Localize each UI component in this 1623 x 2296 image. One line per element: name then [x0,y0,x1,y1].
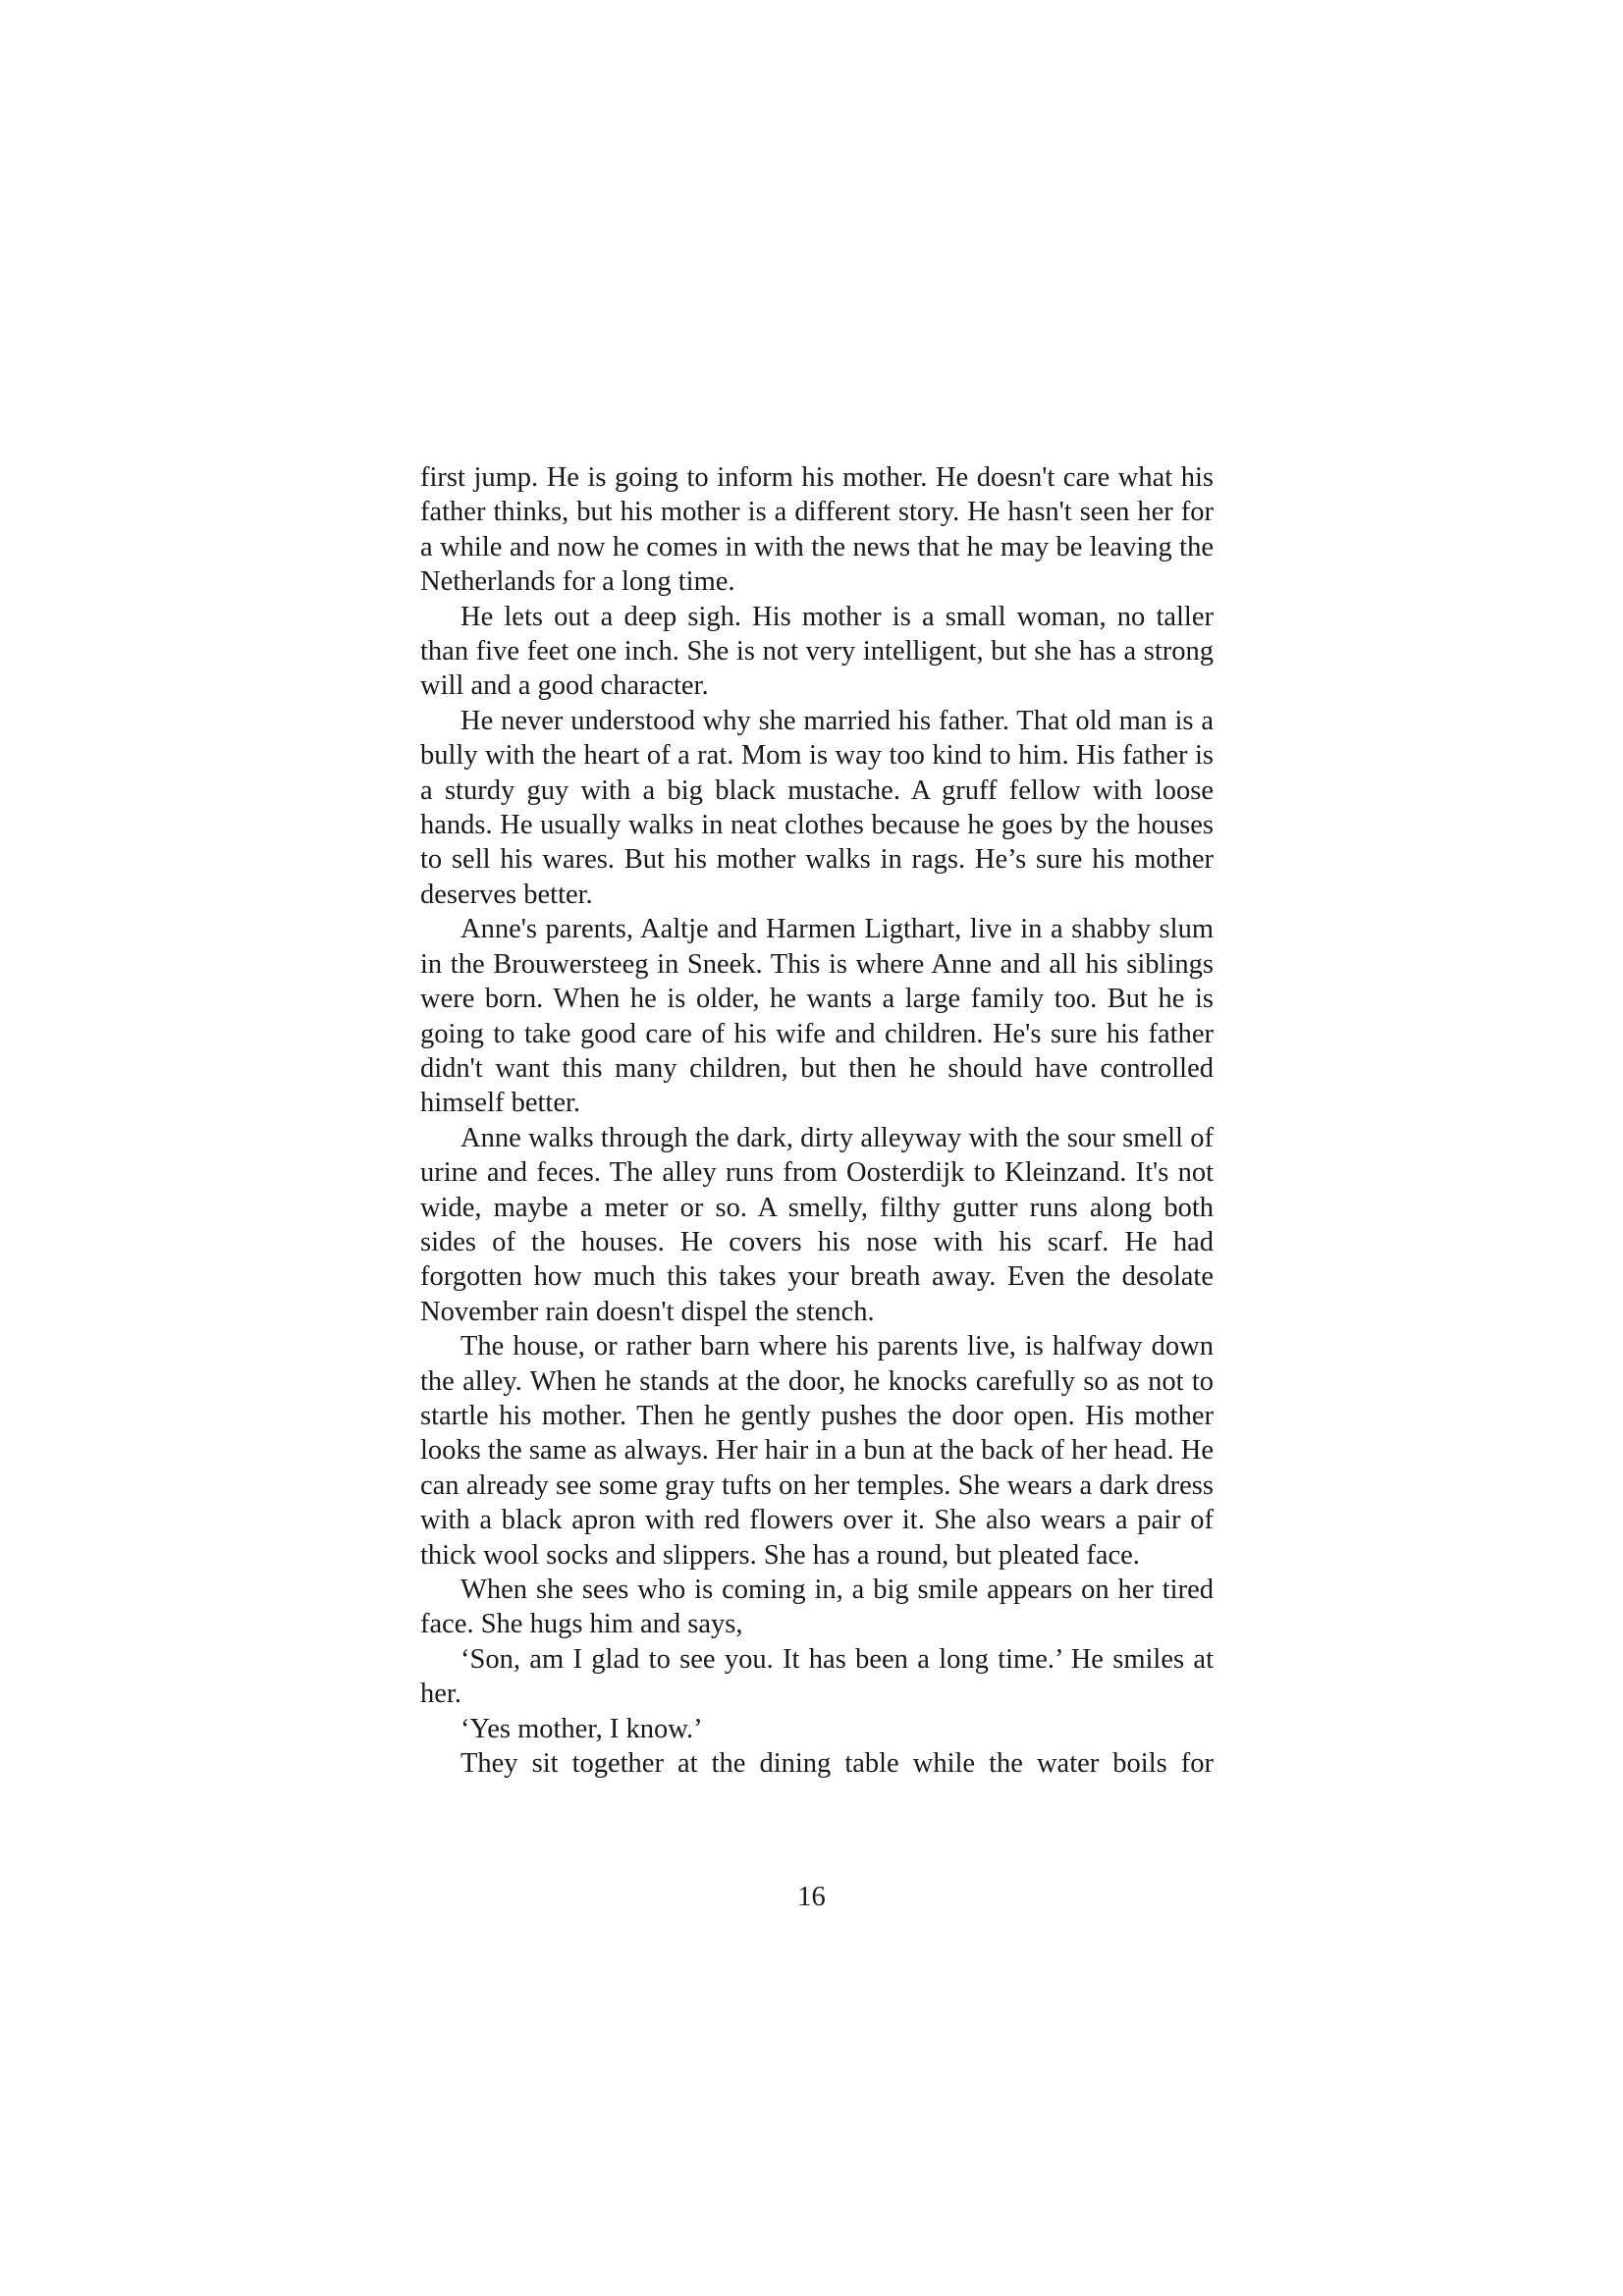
paragraph: When she sees who is coming in, a big smile appears on her tired face. She hugs him and says, [420,1575,1214,1640]
paragraph: He never understood why she married his father. That old man is a bully with the heart of a rat. Mom is way too kind to him. His father is a sturdy guy with a big black mustache. A gruff fellow with loose hands. He usually walks in neat clothes because he goes by the houses to sell his wares. But his mother walks in rags. He’s sure his mother deserves better. [420,705,1214,910]
body-text [420,460,1214,1781]
page-number: 16 [797,1882,826,1912]
paragraph: They sit together at the dining table while the water boils for [460,1748,1214,1780]
paragraph: The house, or rather barn where his parents live, is halfway down the alley. When he stands at the door, he knocks carefully so as not to startle his mother. Then he gently pushes the door open. His mother looks the same as always. Her hair in a bun at the back of her head. He can already see some gray tufts on her temples. She wears a dark dress with a black apron with red flowers over it. She also wears a pair of thick wool socks and slippers. She has a round, but pleated face. [420,1331,1214,1571]
paragraph: first jump. He is going to inform his mother. He doesn't care what his father thinks, but his mother is a different story. He hasn't seen her for a while and now he comes in with the news that he may be leaving the Netherlands for a long time. [420,462,1214,598]
paragraph: He lets out a deep sigh. His mother is a small woman, no taller than five feet one inch. She is not very intelligent, but she has a strong will and a good character. [420,601,1214,702]
paragraph: ‘Yes mother, I know.’ [460,1713,703,1744]
paragraph: Anne walks through the dark, dirty alleyway with the sour smell of urine and feces. The alley runs from Oosterdijk to Kleinzand. It's not wide, maybe a meter or so. A smelly, filthy gutter runs along both sides of the houses. He covers his nose with his scarf. He had forgotten how much this takes your breath away. Even the desolate November rain doesn't dispel the stench. [420,1122,1214,1327]
paragraph: Anne's parents, Aaltje and Harmen Ligthart, live in a shabby slum in the Brouwersteeg in Sneek. This is where Anne and all his siblings were born. When he is older, he wants a large family too. But he is going to take good care of his wife and children. He's sure his father didn't want this many children, but then he should have controlled himself better. [420,914,1214,1119]
paragraph: ‘Son, am I glad to see you. It has been a long time.’ He smiles at her. [420,1643,1214,1710]
